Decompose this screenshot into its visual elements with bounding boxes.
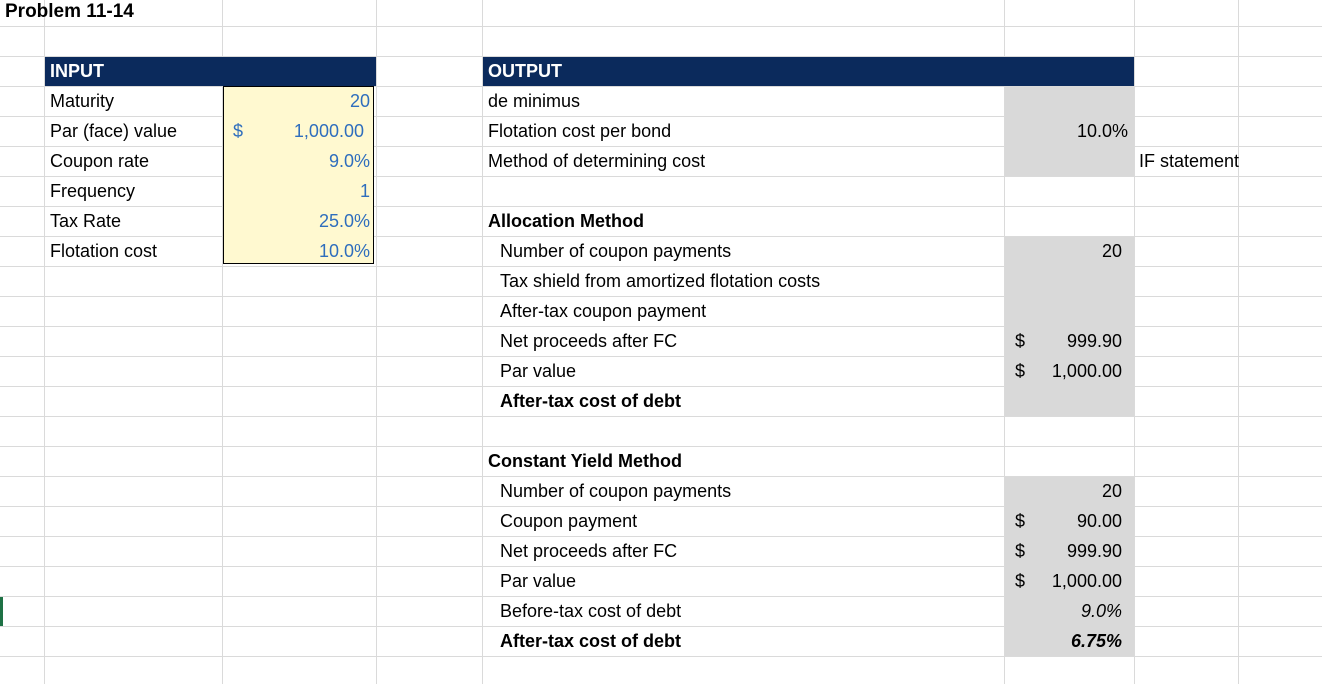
cy-label-before-tax-cost: Before-tax cost of debt: [500, 601, 682, 621]
input-value-coupon-rate[interactable]: 9.0%: [328, 151, 370, 171]
allocation-title: Allocation Method: [488, 211, 644, 231]
input-value-frequency[interactable]: 1: [359, 181, 370, 201]
active-row-indicator: [0, 597, 3, 626]
cy-currency-coupon-payment: $: [1015, 511, 1026, 531]
constant-yield-title: Constant Yield Method: [488, 451, 683, 471]
allocation-label-coupon-count: Number of coupon payments: [500, 241, 732, 261]
input-label-tax-rate: Tax Rate: [50, 211, 122, 231]
cy-label-coupon-count: Number of coupon payments: [500, 481, 732, 501]
allocation-value-par-value[interactable]: 1,000.00: [1051, 361, 1122, 381]
cy-value-after-tax-cost[interactable]: 6.75%: [1070, 631, 1122, 651]
allocation-label-after-tax-cost: After-tax cost of debt: [500, 391, 682, 411]
allocation-label-tax-shield: Tax shield from amortized flotation costs: [500, 271, 821, 291]
allocation-currency-par-value: $: [1015, 361, 1026, 381]
input-value-par-value[interactable]: 1,000.00: [293, 121, 364, 141]
cy-value-coupon-count[interactable]: 20: [1101, 481, 1122, 501]
output-header: OUTPUT: [488, 61, 562, 81]
allocation-label-after-tax-coupon: After-tax coupon payment: [500, 301, 707, 321]
cy-value-par-value[interactable]: 1,000.00: [1051, 571, 1122, 591]
input-label-par-value: Par (face) value: [50, 121, 178, 141]
output-header-bar: [483, 57, 1134, 86]
cy-currency-par-value: $: [1015, 571, 1026, 591]
cy-value-coupon-payment[interactable]: 90.00: [1076, 511, 1122, 531]
allocation-currency-net-proceeds: $: [1015, 331, 1026, 351]
allocation-label-par-value: Par value: [500, 361, 577, 381]
cy-label-par-value: Par value: [500, 571, 577, 591]
input-value-maturity[interactable]: 20: [349, 91, 370, 111]
cy-currency-net-proceeds: $: [1015, 541, 1026, 561]
allocation-label-net-proceeds: Net proceeds after FC: [500, 331, 678, 351]
input-header: INPUT: [50, 61, 104, 81]
output-label-flotation-per-bond: Flotation cost per bond: [488, 121, 672, 141]
output-value-flotation-per-bond[interactable]: 10.0%: [1076, 121, 1128, 141]
input-currency-par-value: $: [233, 121, 244, 141]
input-value-flotation-cost[interactable]: 10.0%: [318, 241, 370, 261]
cy-label-after-tax-cost: After-tax cost of debt: [500, 631, 682, 651]
output-label-de-minimus: de minimus: [488, 91, 581, 111]
cy-label-coupon-payment: Coupon payment: [500, 511, 638, 531]
allocation-value-tax-shield[interactable]: [1005, 266, 1122, 296]
input-label-flotation-cost: Flotation cost: [50, 241, 158, 261]
cy-value-before-tax-cost[interactable]: 9.0%: [1080, 601, 1122, 621]
allocation-value-after-tax-coupon[interactable]: [1005, 296, 1122, 326]
output-label-method: Method of determining cost: [488, 151, 706, 171]
output-note-if-statement[interactable]: IF statement: [1139, 151, 1240, 171]
sheet-title: Problem 11-14: [5, 1, 134, 22]
allocation-value-coupon-count[interactable]: 20: [1101, 241, 1122, 261]
cy-label-net-proceeds: Net proceeds after FC: [500, 541, 678, 561]
cy-value-net-proceeds[interactable]: 999.90: [1066, 541, 1122, 561]
input-value-tax-rate[interactable]: 25.0%: [318, 211, 370, 231]
allocation-value-net-proceeds[interactable]: 999.90: [1066, 331, 1122, 351]
input-label-frequency: Frequency: [50, 181, 136, 201]
allocation-value-after-tax-cost[interactable]: [1005, 386, 1122, 416]
input-label-maturity: Maturity: [50, 91, 115, 111]
input-label-coupon-rate: Coupon rate: [50, 151, 150, 171]
